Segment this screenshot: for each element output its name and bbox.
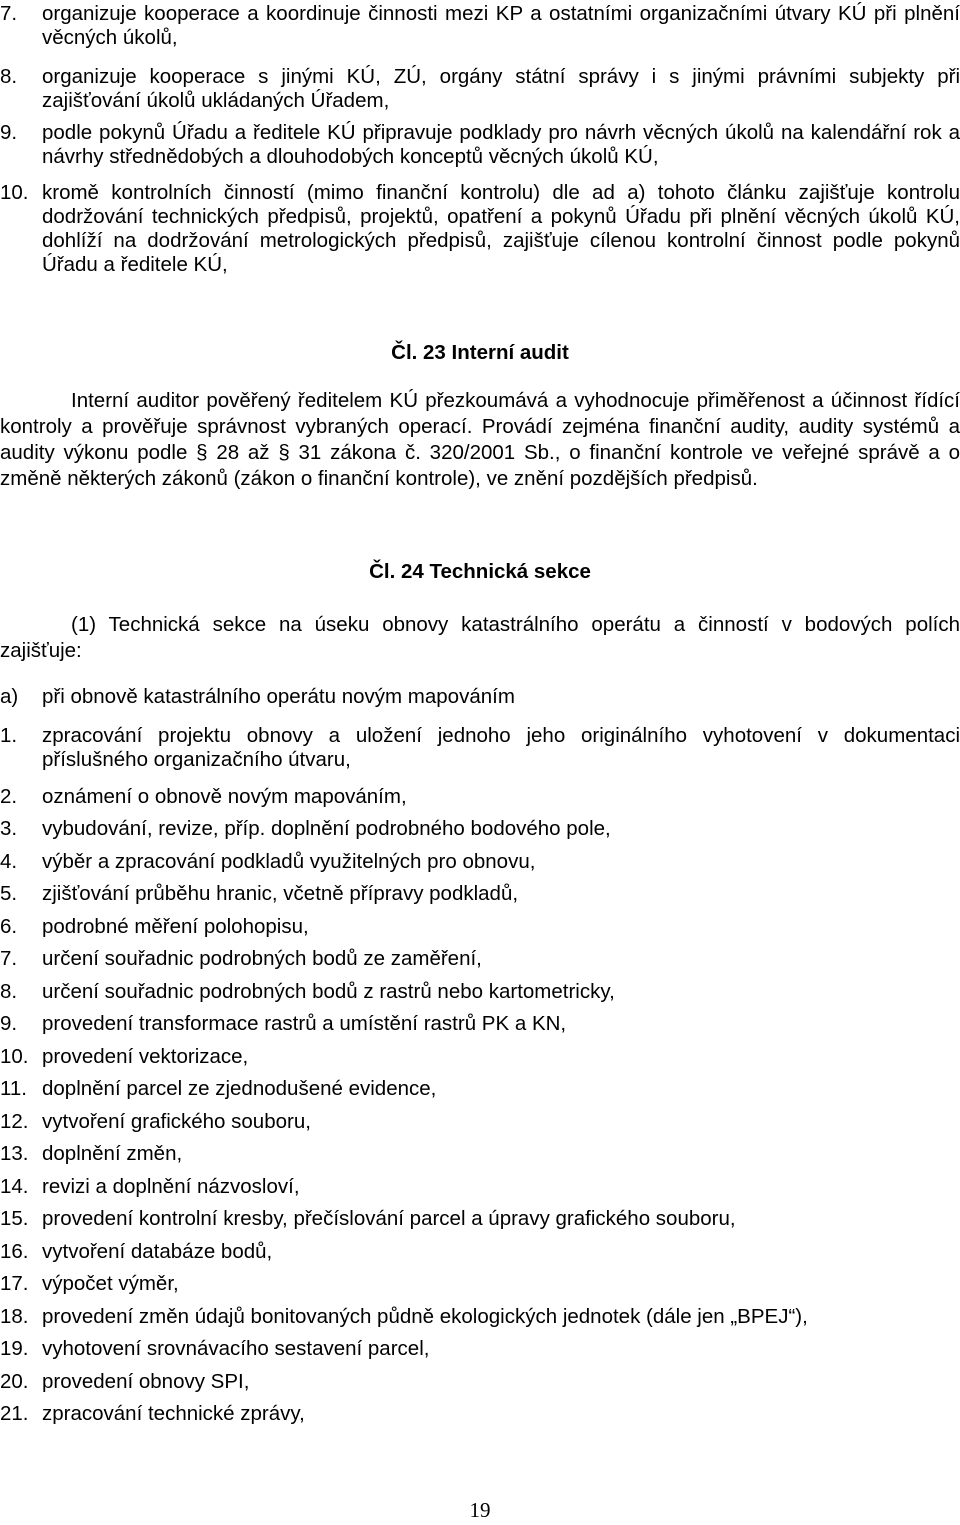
list-text: výpočet výměr,	[42, 1272, 179, 1295]
list-text: určení souřadnic podrobných bodů ze zaměření,	[42, 947, 482, 970]
list-number: 21.	[0, 1402, 29, 1425]
list-number: 12.	[0, 1110, 29, 1133]
list-item	[0, 1272, 960, 1296]
list-item	[0, 1305, 960, 1329]
list-text: provedení obnovy SPI,	[42, 1370, 250, 1393]
list-item	[0, 850, 960, 874]
list-number: 8.	[0, 980, 18, 1003]
list-number: 8.	[0, 65, 18, 88]
list-item	[0, 785, 960, 809]
list-item	[0, 1110, 960, 1134]
list-number: 16.	[0, 1240, 29, 1263]
list-number: 1.	[0, 724, 18, 747]
list-item	[0, 980, 960, 1004]
page-number: 19	[469, 1498, 491, 1522]
list-text: zpracování technické zprávy,	[42, 1402, 305, 1425]
list-text: revizi a doplnění názvosloví,	[42, 1175, 300, 1198]
list-text: určení souřadnic podrobných bodů z rastrů nebo kartometricky,	[42, 980, 615, 1003]
list-number: 10.	[0, 1045, 29, 1068]
list-number: 13.	[0, 1142, 29, 1165]
list-item	[0, 882, 960, 906]
list-text: zpracování projektu obnovy a uložení jednoho jeho originálního vyhotovení v dokumentaci příslušného organizačního útvaru,	[42, 724, 960, 771]
list-item	[0, 1337, 960, 1361]
list-item	[0, 1240, 960, 1264]
list-text: zjišťování průběhu hranic, včetně přípravy podkladů,	[42, 882, 519, 905]
list-number: 6.	[0, 915, 18, 938]
list-text: doplnění parcel ze zjednodušené evidence,	[42, 1077, 437, 1100]
list-text: doplnění změn,	[42, 1142, 183, 1165]
list-item	[0, 817, 960, 841]
list-number: 9.	[0, 121, 18, 144]
list-text: provedení vektorizace,	[42, 1045, 249, 1068]
list-number: 11.	[0, 1077, 27, 1100]
list-number: 2.	[0, 785, 18, 808]
list-text: výběr a zpracování podkladů využitelných pro obnovu,	[42, 850, 536, 873]
list-number: 19.	[0, 1337, 29, 1360]
list-item	[0, 947, 960, 971]
list-text: provedení změn údajů bonitovaných půdně ekologických jednotek (dále jen „BPEJ“),	[42, 1305, 808, 1328]
list-item	[0, 915, 960, 939]
subsection-letter: a)	[0, 685, 19, 708]
list-item	[0, 1012, 960, 1036]
article-heading: Čl. 24 Technická sekce	[369, 560, 591, 583]
list-number: 7.	[0, 947, 18, 970]
list-item	[0, 1370, 960, 1394]
subsection-text: při obnově katastrálního operátu novým mapováním	[42, 685, 515, 708]
list-number: 7.	[0, 2, 18, 25]
article-paragraph: (1) Technická sekce na úseku obnovy katastrálního operátu a činností v bodových polích zajišťuje:	[0, 613, 960, 662]
list-item	[0, 724, 960, 771]
list-item	[0, 1077, 960, 1101]
list-number: 9.	[0, 1012, 18, 1035]
list-item	[0, 1207, 960, 1231]
list-text: provedení transformace rastrů a umístění rastrů PK a KN,	[42, 1012, 567, 1035]
list-item	[0, 1402, 960, 1426]
list-number: 17.	[0, 1272, 29, 1295]
list-text: vyhotovení srovnávacího sestavení parcel,	[42, 1337, 430, 1360]
list-text: provedení kontrolní kresby, přečíslování parcel a úpravy grafického souboru,	[42, 1207, 736, 1230]
list-item	[0, 1175, 960, 1199]
list-item	[0, 1045, 960, 1069]
list-number: 10.	[0, 181, 29, 204]
list-text: organizuje kooperace s jinými KÚ, ZÚ, orgány státní správy i s jinými právními subjekty při zajišťování úkolů ukládaných Úřadem,	[42, 65, 960, 112]
article-heading: Čl. 23 Interní audit	[391, 341, 569, 364]
list-text: vytvoření databáze bodů,	[42, 1240, 273, 1263]
list-text: podrobné měření polohopisu,	[42, 915, 309, 938]
list-number: 14.	[0, 1175, 29, 1198]
list-text: organizuje kooperace a koordinuje činnosti mezi KP a ostatními organizačními útvary KÚ při plnění věcných úkolů,	[42, 2, 960, 49]
list-number: 18.	[0, 1305, 29, 1328]
article-paragraph: Interní auditor pověřený ředitelem KÚ přezkoumává a vyhodnocuje přiměřenost a účinnost řídící kontroly a prověřuje správnost vybraných operací. Provádí zejména finanční audity, audity systémů a audity výkonu podle § 28 až § 31 zákona č. 320/2001 Sb., o finanční kontrole ve veřejné správě a o změně některých zákonů (zákon o finanční kontrole), ve znění pozdějších předpisů.	[0, 389, 960, 490]
list-text: podle pokynů Úřadu a ředitele KÚ připravuje podklady pro návrh věcných úkolů na kalendářní rok a návrhy střednědobých a dlouhodobých konceptů věcných úkolů KÚ,	[42, 121, 960, 168]
list-text: kromě kontrolních činností (mimo finanční kontrolu) dle ad a) tohoto článku zajišťuje kontrolu dodržování technických předpisů, projektů, opatření a pokynů Úřadu při plnění věcných úkolů KÚ, dohlíží na dodržování metrologických předpisů, zajišťuje cílenou kontrolní činnost podle pokynů Úřadu a ředitele KÚ,	[42, 181, 960, 276]
list-number: 3.	[0, 817, 18, 840]
list-text: oznámení o obnově novým mapováním,	[42, 785, 407, 808]
list-number: 15.	[0, 1207, 29, 1230]
list-number: 5.	[0, 882, 18, 905]
list-number: 20.	[0, 1370, 29, 1393]
list-item	[0, 1142, 960, 1166]
list-number: 4.	[0, 850, 18, 873]
list-text: vybudování, revize, příp. doplnění podrobného bodového pole,	[42, 817, 611, 840]
list-text: vytvoření grafického souboru,	[42, 1110, 311, 1133]
